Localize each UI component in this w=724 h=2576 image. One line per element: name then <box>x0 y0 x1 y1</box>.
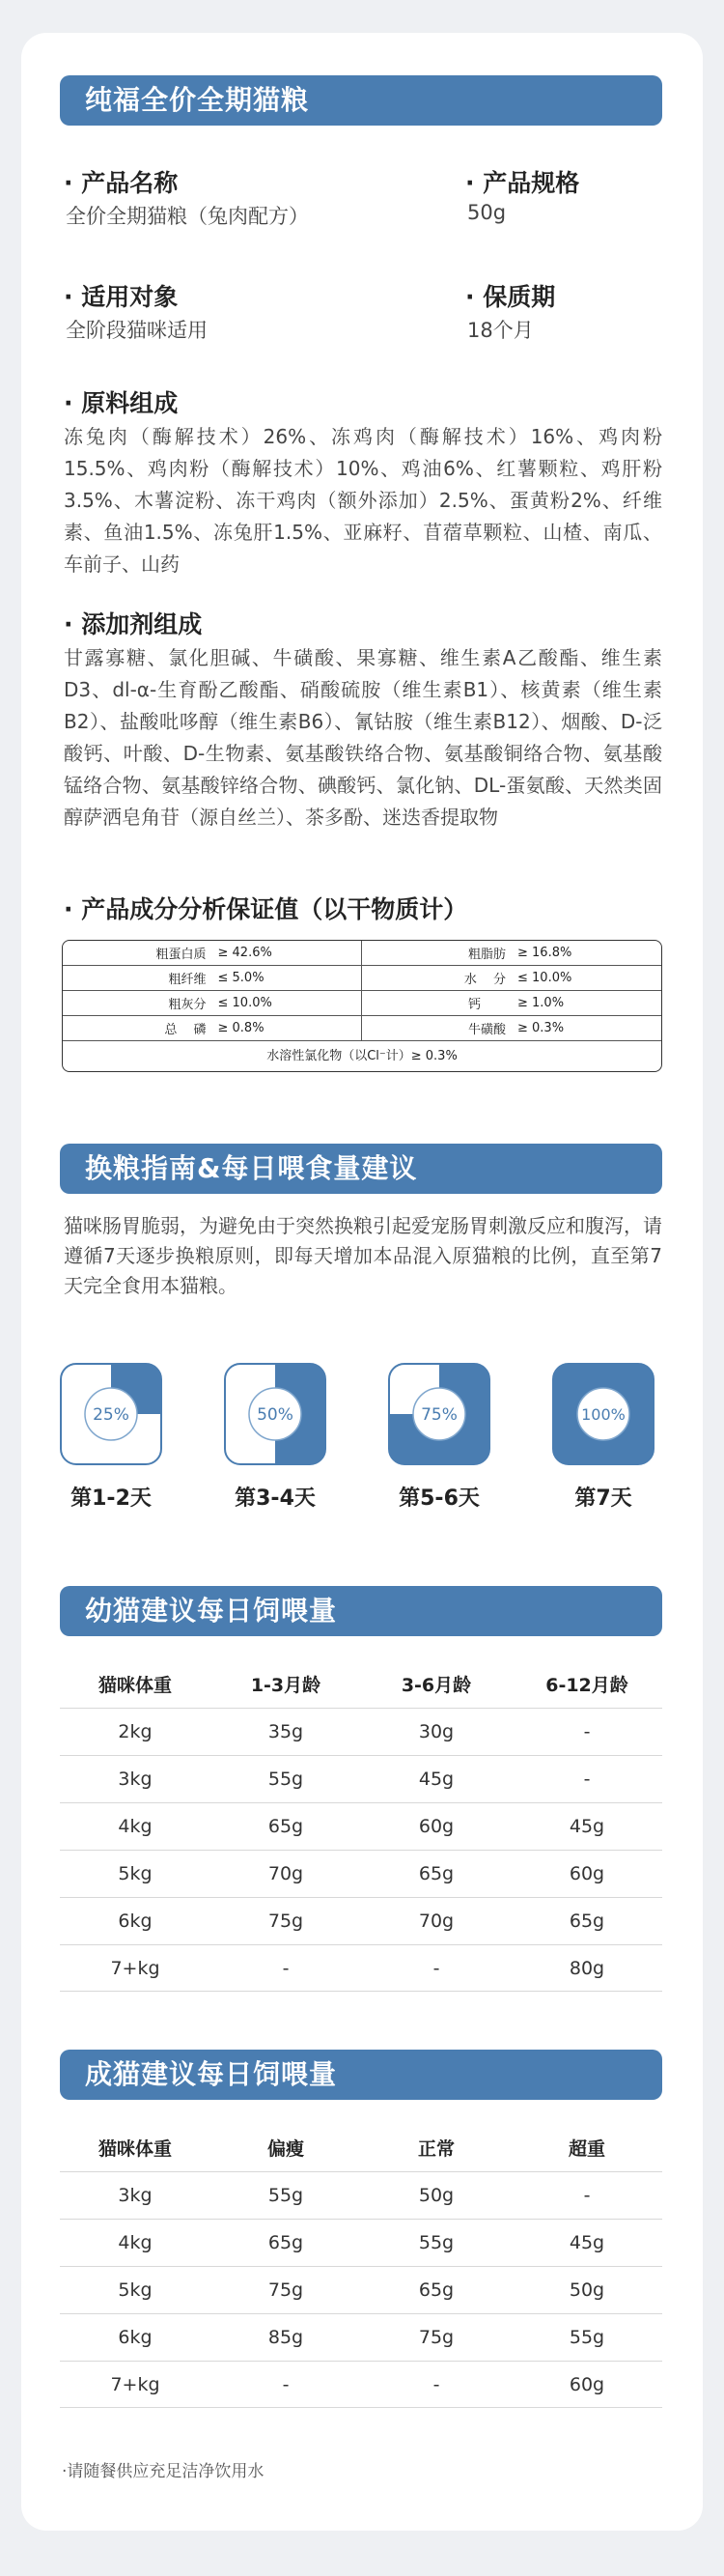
table-cell: 70g <box>418 1911 455 1932</box>
table-cell: 65g <box>267 2232 304 2253</box>
analysis-value: ≥ 0.8% <box>217 1021 265 1035</box>
transition-percent: 25% <box>93 1405 129 1425</box>
transition-ratio-icon <box>60 1363 162 1465</box>
table-cell: - <box>432 1957 440 1979</box>
table-cell: 5kg <box>118 2279 153 2301</box>
transition-ratio-icon <box>388 1363 490 1465</box>
analysis-table <box>62 940 662 1072</box>
transition-ratio-icon <box>552 1363 654 1465</box>
table-header-cell: 猫咪体重 <box>97 2137 172 2160</box>
table-cell: - <box>583 1769 591 1790</box>
table-cell: 60g <box>418 1816 455 1837</box>
analysis-value: ≥ 1.0% <box>517 996 565 1010</box>
ingredients-text: 冻兔肉（酶解技术）26%、冻鸡肉（酶解技术）16%、鸡肉粉15.5%、鸡肉粉（酶解技术）10%、鸡油6%、红薯颗粒、鸡肝粉3.5%、木薯淀粉、冻干鸡肉（额外添加）2.5%、蛋黄粉2%、纤维素、鱼油1.5%、冻兔肝1.5%、亚麻籽、苜蓿草颗粒、山楂、南瓜、车前子、山药 <box>64 425 662 576</box>
table-cell: - <box>282 1957 290 1979</box>
analysis-key: 总 磷 <box>164 1023 207 1037</box>
kitten-feeding-table <box>60 1659 662 1992</box>
table-cell: 60g <box>569 1863 605 1884</box>
analysis-value: ≤ 10.0% <box>217 996 272 1010</box>
table-header-row <box>60 1659 662 1708</box>
additives-label: · 添加剂组成 <box>64 610 203 638</box>
table-cell: 4kg <box>118 2232 153 2253</box>
table-row <box>60 1850 662 1897</box>
analysis-row <box>63 966 661 991</box>
analysis-row-full <box>63 1041 661 1067</box>
table-cell: 70g <box>267 1863 304 1884</box>
transition-ratio-icon <box>224 1363 326 1465</box>
table-cell: 65g <box>418 1863 455 1884</box>
table-header-cell: 超重 <box>568 2137 605 2160</box>
table-row <box>60 1802 662 1850</box>
water-note: ·请随餐供应充足洁净饮用水 <box>62 2462 265 2481</box>
transition-day-label: 第5-6天 <box>399 1486 480 1511</box>
table-cell: 55g <box>418 2232 455 2253</box>
table-header-cell: 正常 <box>417 2137 455 2160</box>
table-cell: 85g <box>267 2327 304 2348</box>
table-cell: 55g <box>267 2185 304 2206</box>
analysis-label: · 产品成分分析保证值（以干物质计） <box>64 895 468 923</box>
product-spec-value: 50g <box>467 201 507 224</box>
table-header-cell: 偏瘦 <box>266 2137 304 2160</box>
table-cell: 50g <box>569 2279 605 2301</box>
table-header-cell: 1-3月龄 <box>250 1674 321 1696</box>
transition-day-label: 第1-2天 <box>70 1486 152 1511</box>
section-banner-product: 纯福全价全期猫粮 <box>60 75 662 126</box>
analysis-key: 钙 <box>467 998 506 1012</box>
product-name-value: 全价全期猫粮（兔肉配方） <box>66 205 309 228</box>
analysis-value: ≥ 16.8% <box>517 946 572 960</box>
table-cell: 55g <box>569 2327 605 2348</box>
table-cell: 30g <box>418 1721 455 1742</box>
table-row <box>60 2171 662 2219</box>
table-row <box>60 2266 662 2313</box>
table-cell: 7+kg <box>110 2373 160 2395</box>
analysis-row <box>63 1016 661 1041</box>
table-cell: 45g <box>569 2232 605 2253</box>
table-cell: 4kg <box>118 1816 153 1837</box>
table-cell: 6kg <box>118 1911 153 1932</box>
section-banner-kitten: 幼猫建议每日饲喂量 <box>60 1586 662 1636</box>
table-row <box>60 1897 662 1944</box>
table-cell: 50g <box>418 2185 455 2206</box>
table-row <box>60 1708 662 1755</box>
table-cell: - <box>432 2373 440 2395</box>
transition-percent: 50% <box>257 1405 293 1425</box>
table-cell: - <box>583 1721 591 1742</box>
table-header-cell: 6-12月龄 <box>545 1674 628 1696</box>
table-cell: 65g <box>569 1911 605 1932</box>
table-cell: 35g <box>267 1721 304 1742</box>
adult-feeding-table <box>60 2123 662 2408</box>
product-name-label: · 产品名称 <box>64 169 179 197</box>
table-cell: - <box>583 2185 591 2206</box>
table-cell: 75g <box>418 2327 455 2348</box>
transition-percent: 100% <box>581 1405 626 1424</box>
table-row <box>60 1755 662 1802</box>
analysis-key: 水 分 <box>463 973 506 987</box>
table-cell: 3kg <box>118 2185 153 2206</box>
analysis-chloride: 水溶性氯化物（以Cl⁻计）≥ 0.3% <box>266 1049 458 1063</box>
analysis-key: 粗蛋白质 <box>155 948 207 962</box>
target-label: · 适用对象 <box>64 283 179 311</box>
analysis-row <box>63 941 661 966</box>
transition-percent: 75% <box>421 1405 458 1425</box>
table-cell: 7+kg <box>110 1957 160 1979</box>
table-cell: 75g <box>267 2279 304 2301</box>
table-cell: - <box>282 2373 290 2395</box>
table-cell: 6kg <box>118 2327 153 2348</box>
analysis-value: ≥ 42.6% <box>217 946 272 960</box>
table-cell: 45g <box>569 1816 605 1837</box>
analysis-key: 粗灰分 <box>168 998 207 1012</box>
guide-text: 猫咪肠胃脆弱，为避免由于突然换粮引起爱宠肠胃刺激反应和腹泻，请遵循7天逐步换粮原则，即每天增加本品混入原猫粮的比例，直至第7天完全食用本猫粮。 <box>64 1214 662 1297</box>
analysis-value: ≤ 5.0% <box>217 971 265 985</box>
shelf-life-value: 18个月 <box>467 319 534 342</box>
transition-day-label: 第7天 <box>574 1486 632 1511</box>
table-cell: 2kg <box>118 1721 153 1742</box>
table-header-cell: 猫咪体重 <box>97 1674 172 1696</box>
table-cell: 5kg <box>118 1863 153 1884</box>
target-value: 全阶段猫咪适用 <box>66 319 208 342</box>
table-row <box>60 1944 662 1992</box>
table-row <box>60 2219 662 2266</box>
table-cell: 3kg <box>118 1769 153 1790</box>
table-cell: 55g <box>267 1769 304 1790</box>
table-cell: 60g <box>569 2373 605 2395</box>
analysis-row <box>63 991 661 1016</box>
table-cell: 65g <box>418 2279 455 2301</box>
shelf-life-label: · 保质期 <box>465 283 556 311</box>
table-cell: 80g <box>569 1957 605 1979</box>
analysis-key: 牛磺酸 <box>467 1023 506 1037</box>
analysis-key: 粗脂肪 <box>467 948 506 962</box>
table-row <box>60 2361 662 2408</box>
table-cell: 75g <box>267 1911 304 1932</box>
ingredients-label: · 原料组成 <box>64 389 179 417</box>
analysis-value: ≤ 10.0% <box>517 971 572 985</box>
transition-day-label: 第3-4天 <box>235 1486 316 1511</box>
product-spec-label: · 产品规格 <box>465 169 580 197</box>
analysis-value: ≥ 0.3% <box>517 1021 565 1035</box>
table-row <box>60 2313 662 2361</box>
table-header-cell: 3-6月龄 <box>401 1674 472 1696</box>
section-banner-adult: 成猫建议每日饲喂量 <box>60 2050 662 2100</box>
analysis-key: 粗纤维 <box>168 973 207 987</box>
additives-text: 甘露寡糖、氯化胆碱、牛磺酸、果寡糖、维生素A乙酸酯、维生素D3、dl-α-生育酚乙酸酯、硝酸硫胺（维生素B1）、核黄素（维生素B2）、盐酸吡哆醇（维生素B6）、氰钴胺（维生素B12）、烟酸、D-泛酸钙、叶酸、D-生物素、氨基酸铁络合物、氨基酸铜络合物、氨基酸锰络合物、氨基酸锌络合物、碘酸钙、氯化钠、DL-蛋氨酸、天然类固醇萨洒皂角苷（源自丝兰）、茶多酚、迷迭香提取物 <box>64 646 662 829</box>
table-cell: 45g <box>418 1769 455 1790</box>
table-cell: 65g <box>267 1816 304 1837</box>
table-header-row <box>60 2123 662 2171</box>
section-banner-guide: 换粮指南&每日喂食量建议 <box>60 1144 662 1194</box>
